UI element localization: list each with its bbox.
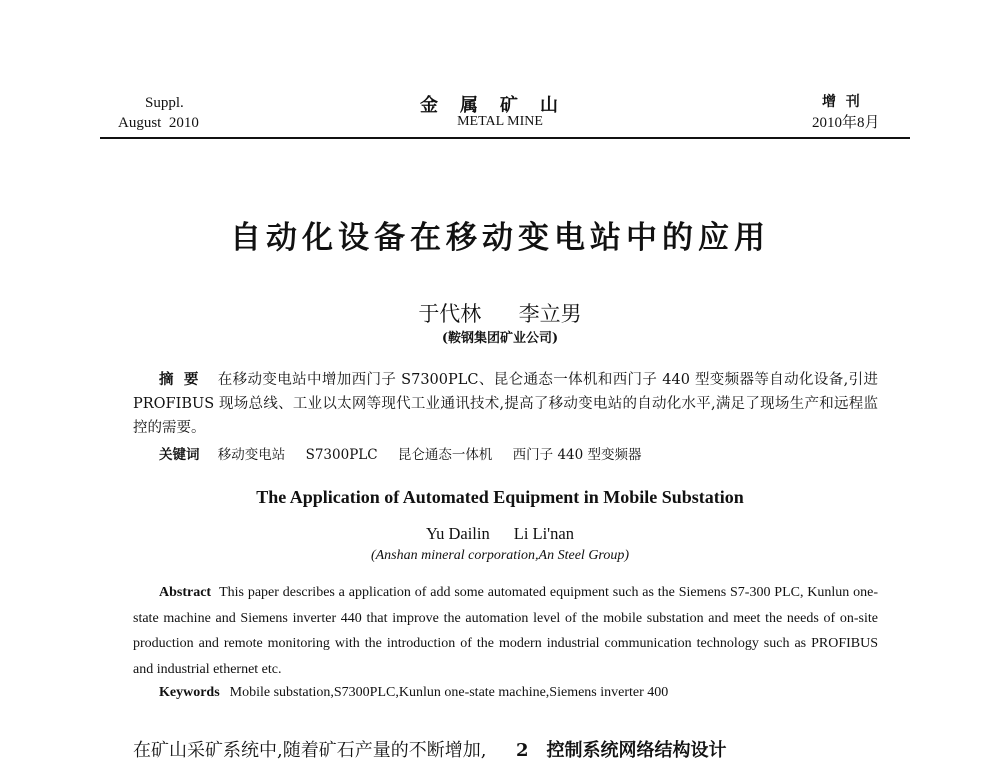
authors-cn: 于代林 李立男	[418, 302, 582, 326]
abstract-cn	[133, 368, 878, 440]
keywords-en-label: Keywords	[159, 685, 220, 700]
body-text-column-left: 在矿山采矿系统中,随着矿石产量的不断增加,	[133, 740, 487, 761]
keyword-cn-item: S7300PLC	[305, 447, 378, 463]
keywords-cn-label: 关键词	[159, 447, 200, 463]
author-en: Yu Dailin	[426, 524, 490, 543]
keywords-cn	[159, 443, 904, 467]
section-heading	[516, 736, 727, 762]
paper-title-en: The Application of Automated Equipment in Mobile Substation	[256, 487, 744, 507]
header-issue-date-cn: 2010年8月	[812, 115, 880, 131]
section-title: 控制系统网络结构设计	[546, 740, 727, 761]
abstract-cn-text: 在移动变电站中增加西门子 S7300PLC、昆仑通态一体机和西门子 440 型变频器等自动化设备,引进PROFIBUS 现场总线、工业以太网等现代工业通讯技术,提高了移动变电站的自动化水平,满足了现场生产和远程监控的需要。	[133, 372, 878, 436]
header-supplement-label: Suppl.	[145, 95, 184, 111]
journal-title-cn: 金属矿山	[420, 95, 580, 116]
journal-title-en: METAL MINE	[457, 114, 543, 129]
header-issue-date: August 2010	[118, 115, 199, 131]
header-supplement-cn: 增 刊	[822, 94, 860, 110]
section-number: 2	[516, 740, 529, 761]
abstract-cn-label: 摘要	[159, 371, 209, 388]
header-rule	[100, 137, 910, 139]
keywords-en	[159, 685, 668, 701]
abstract-en-label: Abstract	[159, 585, 212, 600]
keyword-cn-item: 移动变电站	[217, 447, 286, 463]
paper-title-cn: 自动化设备在移动变电站中的应用	[230, 220, 770, 256]
abstract-en	[133, 580, 878, 682]
keywords-en-text: Mobile substation,S7300PLC,Kunlun one-state machine,Siemens inverter 400	[229, 685, 669, 700]
author-en: Li Li'nan	[513, 524, 574, 543]
affiliation-cn: (鞍钢集团矿业公司)	[441, 331, 559, 346]
keyword-cn-item: 昆仑通态一体机	[397, 447, 493, 463]
authors-en	[0, 524, 1000, 544]
keyword-cn-item: 西门子 440 型变频器	[512, 447, 642, 463]
affiliation-en: (Anshan mineral corporation,An Steel Group)	[370, 548, 630, 563]
abstract-en-text: This paper describes a application of add some automated equipment such as the Siemens S7-300 PLC, Kunlun one-state machine and Siemens inverter 440 that improve the automation level of the mobile substation and meet the needs of on-site production and remote monitoring with the introduction of the modern industrial communication technology such as PROFIBUS and industrial ethernet etc.	[133, 585, 878, 677]
